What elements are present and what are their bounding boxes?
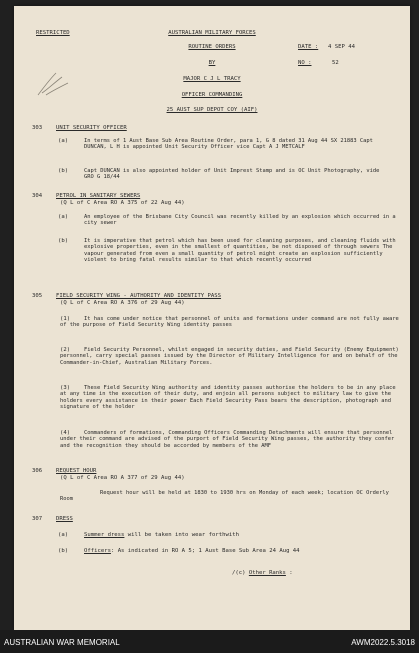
section-305-reference: (Q L of C Area RO A 376 of 29 Aug 44) bbox=[60, 300, 185, 306]
section-303-title: UNIT SECURITY OFFICER bbox=[56, 125, 127, 131]
section-306-number: 306 bbox=[32, 468, 43, 474]
section-304-a-label: (a) bbox=[58, 214, 69, 220]
handwritten-signature bbox=[36, 69, 70, 99]
section-307-b-label: (b) bbox=[58, 548, 69, 554]
section-304-title: PETROL IN SANITARY SEWERS bbox=[56, 193, 141, 199]
archive-footer bbox=[0, 630, 419, 653]
section-307-a-text: will be taken into wear forthwith bbox=[127, 532, 239, 538]
section-303-b-label: (b) bbox=[58, 168, 69, 174]
section-307-b-title: Officers bbox=[84, 548, 111, 554]
section-304-number: 304 bbox=[32, 193, 43, 199]
order-number-label: NO : bbox=[298, 60, 312, 66]
section-307-b-text: : As indicated in RO A 5; 1 Aust Base Sub Area 24 Aug 44 bbox=[110, 548, 300, 554]
footer-accession-number: AWM2022.5.3018 bbox=[351, 638, 415, 647]
section-305-p1-text: It has come under notice that personnel of units and formations under command are not fully aware of the purpose of Field Security Wing identity passes bbox=[60, 316, 399, 329]
order-number-value: 52 bbox=[332, 60, 339, 66]
document-page bbox=[14, 6, 410, 630]
date-label: DATE : bbox=[298, 44, 319, 50]
classification-label: RESTRICTED bbox=[36, 30, 70, 36]
section-305-p2-text: Field Security Personnel, whilst engaged in security duties, and Field Security (Enemy Equipment) personnel, carry special passes issued by the Director of Military Intelligence for and on behalf of the Commander-in-Chief, Australian Military Forces. bbox=[60, 347, 399, 366]
by-label: BY bbox=[208, 60, 216, 66]
section-307-a-label: (a) bbox=[58, 532, 69, 538]
section-303-a-label: (a) bbox=[58, 138, 69, 144]
section-303-a-text: In terms of 1 Aust Base Sub Area Routine Order, para 1, G 8 dated 31 Aug 44 SX 21883 Capt DUNCAN, L H is appointed Unit Security Officer vice Capt A J METCALF bbox=[84, 138, 373, 151]
section-305-p4-text: Commanders of formations, Commanding Officers Commanding Detachments will ensure that personnel under their command are advised of the purport of Field Security Wing passes, the authority they confer and the recognition they should be accorded by members of the AMF bbox=[60, 430, 395, 449]
unit-name: 25 AUST SUP DEPOT COY (AIF) bbox=[166, 107, 258, 113]
section-306-reference: (Q L of C Area RO A 377 of 29 Aug 44) bbox=[60, 475, 185, 481]
section-304-a-text: An employee of the Brisbane City Council was recently killed by an explosion which occurred in a city sewer bbox=[84, 214, 396, 227]
section-303-number: 303 bbox=[32, 125, 43, 131]
section-305-p3-label: (3) bbox=[60, 385, 71, 391]
force-title: AUSTRALIAN MILITARY FORCES bbox=[168, 30, 256, 36]
section-304-reference: (Q L of C Area RO A 375 of 22 Aug 44) bbox=[60, 200, 185, 206]
section-305-number: 305 bbox=[32, 293, 43, 299]
commander-role: OFFICER COMMANDING bbox=[181, 92, 243, 98]
section-307-c-title: Other Ranks bbox=[248, 570, 286, 576]
section-306-text: Request hour will be held at 1830 to 1930 hrs on Monday of each week; location OC Orderly Room bbox=[60, 490, 389, 503]
section-307-a-title: Summer dress bbox=[84, 532, 125, 538]
section-304-b-text: It is imperative that petrol which has been used for cleaning purposes, and cleaning fluids with explosive properties, even in the smallest of quantities, be not disposed of through sewers The vapour generated from even a small quantity of petrol might create an explosion sufficiently violent to bring fatal results similar to that which recently occurred bbox=[84, 238, 396, 263]
commander-name: MAJOR C J L TRACY bbox=[183, 76, 241, 82]
section-307-title: DRESS bbox=[56, 516, 73, 522]
section-307-c-suffix: : bbox=[289, 570, 293, 576]
footer-institution: AUSTRALIAN WAR MEMORIAL bbox=[4, 638, 120, 647]
section-307-a-line bbox=[84, 532, 239, 538]
section-307-c-label: /(c) bbox=[232, 570, 246, 576]
section-305-p2-label: (2) bbox=[60, 347, 71, 353]
section-307-b-line bbox=[84, 548, 300, 554]
section-303-b-text: Capt DUNCAN is also appointed holder of Unit Imprest Stamp and is OC Unit Photography, vide GRO G 18/44 bbox=[84, 168, 380, 181]
date-value: 4 SEP 44 bbox=[328, 44, 355, 50]
section-305-title: FIELD SECURITY WING - AUTHORITY AND IDENTITY PASS bbox=[56, 293, 222, 299]
section-306-title: REQUEST HOUR bbox=[56, 468, 97, 474]
section-305-p1-label: (1) bbox=[60, 316, 71, 322]
doc-type-title: ROUTINE ORDERS bbox=[188, 44, 236, 50]
section-304-b-label: (b) bbox=[58, 238, 69, 244]
section-305-p4-label: (4) bbox=[60, 430, 71, 436]
section-305-p3-text: These Field Security Wing authority and identity passes authorise the holders to be in any place at any time in the execution of their duty, and enjoin all persons subject to military law to give the holders every assistance in their power Each Field Security Pass bears the description, photograph and signature of the holder bbox=[60, 385, 396, 410]
section-307-c-line bbox=[232, 570, 293, 576]
section-307-number: 307 bbox=[32, 516, 43, 522]
